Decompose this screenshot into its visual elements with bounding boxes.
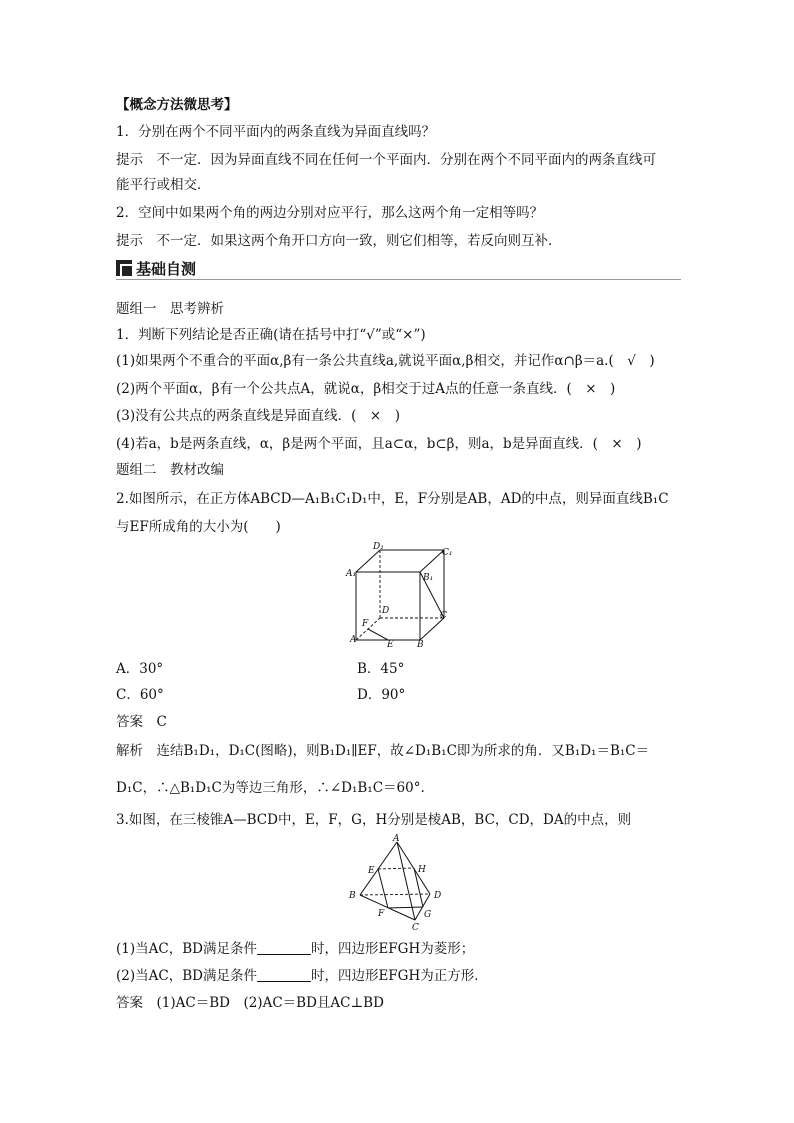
part-2-blank[interactable]: [257, 967, 311, 982]
problem-2-line-2: 与EF所成角的大小为( ): [116, 519, 281, 535]
tetra-label-b: B: [349, 891, 356, 901]
part-2-prefix: (2)当AC，BD满足条件: [116, 968, 257, 984]
cube-label-d: D: [382, 606, 390, 616]
tetra-label-h: H: [418, 865, 426, 875]
analysis-line-1: 解析 连结B₁D₁，D₁C(图略)，则B₁D₁∥EF，故∠D₁B₁C即为所求的角．又B₁D₁＝B₁C＝: [116, 743, 650, 759]
tetra-label-f: F: [378, 909, 385, 919]
part-1-suffix: 时，四边形EFGH为菱形；: [310, 941, 475, 957]
cube-label-a1: A₁: [346, 569, 357, 579]
tetrahedron-figure: [340, 834, 450, 934]
cube-figure: [340, 542, 460, 650]
tetra-label-c: C: [412, 923, 419, 933]
concept-question-1: 1．分别在两个不同平面内的两条直线为异面直线吗？: [116, 124, 436, 140]
problem-2-line-1: 2.如图所示，在正方体ABCD—A₁B₁C₁D₁中，E，F分别是AB，AD的中点，则异面直线B₁C: [116, 491, 669, 507]
group1-question: 1．判断下列结论是否正确(请在括号中打“√”或“×”): [116, 327, 426, 343]
cube-label-e: E: [387, 640, 394, 650]
problem-3-part-2: [116, 967, 488, 985]
problem-3: 3.如图，在三棱锥A—BCD中，E，F，G，H分别是棱AB，BC，CD，DA的中点，则: [116, 812, 632, 828]
option-d: D．90°: [357, 687, 406, 703]
cube-label-a: A: [350, 635, 357, 645]
option-c: C．60°: [116, 687, 164, 703]
tetra-label-e: E: [368, 866, 375, 876]
part-1-blank[interactable]: [257, 940, 311, 955]
concept-heading: 【概念方法微思考】: [116, 97, 238, 113]
section-header: [116, 258, 196, 278]
statement-4: (4)若a，b是两条直线，α，β是两个平面，且a⊂α，b⊂β，则a，b是异面直线．( × ): [116, 436, 642, 452]
cube-label-b1: B₁: [423, 573, 434, 583]
analysis-line-2: D₁C，∴△B₁D₁C为等边三角形，∴∠D₁B₁C＝60°.: [116, 780, 425, 796]
tetra-label-d: D: [434, 891, 442, 901]
section-title: 基础自测: [136, 259, 197, 278]
concept-answer-1-line-1: 提示 不一定．因为异面直线不同在任何一个平面内．分别在两个不同平面内的两条直线可: [116, 152, 656, 168]
option-b: B．45°: [357, 661, 405, 677]
section-square-icon: [116, 260, 132, 276]
option-a: A．30°: [116, 661, 164, 677]
concept-answer-2: 提示 不一定．如果这两个角开口方向一致，则它们相等，若反向则互补．: [116, 233, 562, 249]
cube-label-b: B: [417, 640, 424, 650]
concept-question-2: 2．空间中如果两个角的两边分别对应平行，那么这两个角一定相等吗？: [116, 205, 544, 221]
cube-label-c1: C₁: [442, 548, 453, 558]
answer-2: 答案 C: [116, 714, 167, 730]
cube-label-f: F: [362, 619, 369, 629]
answer-3: 答案 (1)AC＝BD (2)AC＝BD且AC⊥BD: [116, 995, 384, 1011]
problem-3-part-1: [116, 940, 474, 958]
tetra-label-a: A: [393, 834, 400, 844]
cube-label-c: C: [440, 611, 447, 621]
group2-title: 题组二 教材改编: [116, 462, 224, 478]
part-1-prefix: (1)当AC，BD满足条件: [116, 941, 257, 957]
concept-answer-1-line-2: 能平行或相交．: [116, 177, 211, 193]
statement-1: (1)如果两个不重合的平面α,β有一条公共直线a,就说平面α,β相交，并记作α∩β＝a.( √ ): [116, 353, 655, 369]
cube-label-d1: D₁: [373, 542, 384, 552]
group1-title: 题组一 思考辨析: [116, 301, 224, 317]
statement-2: (2)两个平面α，β有一个公共点A，就说α，β相交于过A点的任意一条直线．( × ): [116, 381, 616, 397]
part-2-suffix: 时，四边形EFGH为正方形．: [310, 968, 488, 984]
section-divider: [116, 279, 681, 280]
tetra-label-g: G: [424, 910, 432, 920]
statement-3: (3)没有公共点的两条直线是异面直线．( × ): [116, 408, 400, 424]
